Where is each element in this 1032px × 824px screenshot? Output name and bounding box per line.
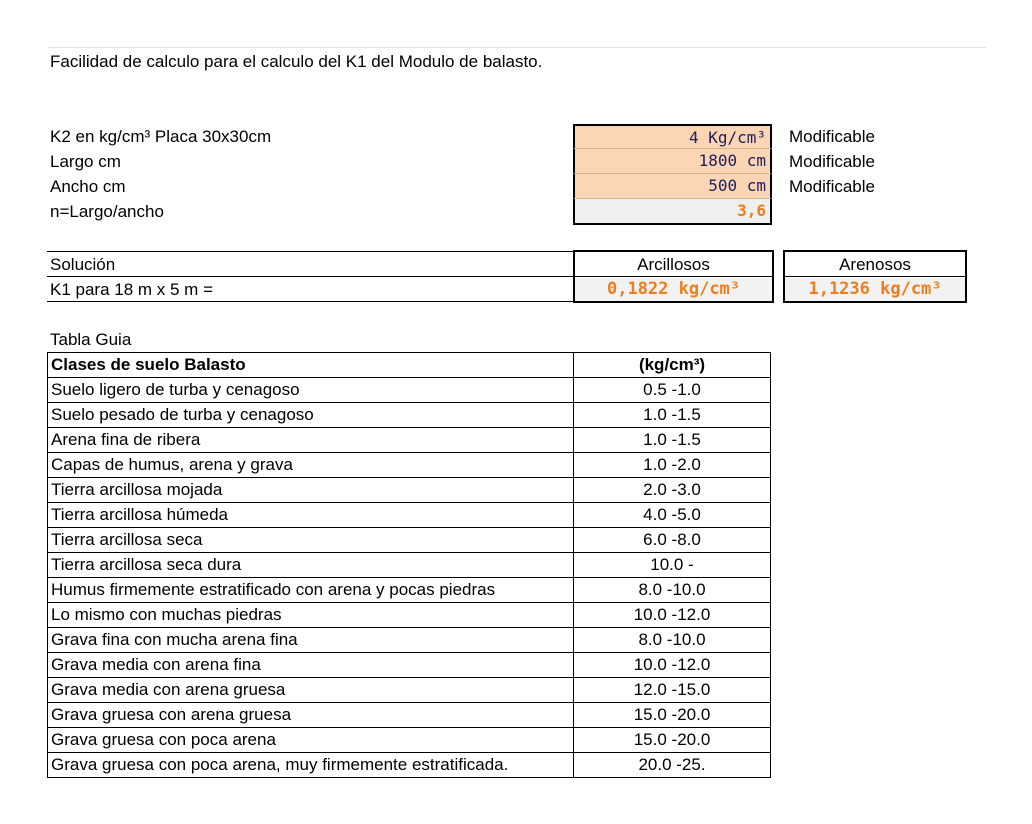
ancho-input-cell[interactable]: 500 cm [573,174,772,199]
param-label-ancho: Ancho cm [50,177,126,196]
arenosos-header: Arenosos [839,255,911,274]
solution-label: Solución [50,255,116,274]
n-result-cell: 3,6 [573,199,772,225]
balasto-range-cell: 1.0 -1.5 [574,403,771,428]
k1-row-label: K1 para 18 m x 5 m = [50,280,213,299]
table-row [48,428,771,453]
balasto-range-cell: 1.0 -1.5 [574,428,771,453]
guide-header-unit: (kg/cm³) [574,353,771,378]
guide-header-soil: Clases de suelo Balasto [48,353,574,378]
balasto-range-cell: 4.0 -5.0 [574,503,771,528]
balasto-range-cell: 8.0 -10.0 [574,628,771,653]
soil-class-cell: Tierra arcillosa seca [48,528,574,553]
balasto-range-cell: 15.0 -20.0 [574,703,771,728]
table-row [48,753,771,778]
table-row [48,453,771,478]
modifiable-note-ancho: Modificable [789,177,875,196]
k2-input-cell[interactable]: 4 Kg/cm³ [573,124,772,149]
largo-input-cell[interactable]: 1800 cm [573,149,772,174]
guide-header-row [48,353,771,378]
table-row [48,503,771,528]
modifiable-note-largo: Modificable [789,152,875,171]
table-row [48,628,771,653]
soil-class-cell: Grava media con arena gruesa [48,678,574,703]
param-label-largo: Largo cm [50,152,121,171]
soil-class-cell: Tierra arcillosa seca dura [48,553,574,578]
guide-table [47,352,771,778]
balasto-range-cell: 0.5 -1.0 [574,378,771,403]
table-row [48,378,771,403]
table-row [48,653,771,678]
soil-class-cell: Capas de humus, arena y grava [48,453,574,478]
balasto-range-cell: 1.0 -2.0 [574,453,771,478]
balasto-range-cell: 10.0 - [574,553,771,578]
soil-class-cell: Arena fina de ribera [48,428,574,453]
arcillosos-header: Arcillosos [637,255,710,274]
soil-class-cell: Tierra arcillosa mojada [48,478,574,503]
balasto-range-cell: 2.0 -3.0 [574,478,771,503]
soil-class-cell: Grava fina con mucha arena fina [48,628,574,653]
balasto-range-cell: 10.0 -12.0 [574,653,771,678]
page-title: Facilidad de calculo para el calculo del K1 del Modulo de balasto. [50,52,543,71]
soil-class-cell: Tierra arcillosa húmeda [48,503,574,528]
param-label-n: n=Largo/ancho [50,202,164,221]
table-row [48,403,771,428]
soil-class-cell: Grava media con arena fina [48,653,574,678]
soil-class-cell: Grava gruesa con poca arena, muy firmemente estratificada. [48,753,574,778]
arenosos-value: 1,1236 kg/cm³ [785,278,965,301]
param-label-k2: K2 en kg/cm³ Placa 30x30cm [50,127,272,146]
balasto-range-cell: 8.0 -10.0 [574,578,771,603]
top-divider [48,47,986,48]
balasto-range-cell: 12.0 -15.0 [574,678,771,703]
table-row [48,703,771,728]
solution-top-line [47,251,574,252]
soil-class-cell: Suelo ligero de turba y cenagoso [48,378,574,403]
table-row [48,553,771,578]
soil-class-cell: Suelo pesado de turba y cenagoso [48,403,574,428]
soil-class-cell: Lo mismo con muchas piedras [48,603,574,628]
table-row [48,578,771,603]
arcillosos-value: 0,1822 kg/cm³ [575,278,772,301]
balasto-range-cell: 10.0 -12.0 [574,603,771,628]
balasto-range-cell: 20.0 -25. [574,753,771,778]
guide-caption: Tabla Guia [50,330,132,349]
table-row [48,478,771,503]
table-row [48,528,771,553]
table-row [48,603,771,628]
table-row [48,678,771,703]
soil-class-cell: Humus firmemente estratificado con arena y pocas piedras [48,578,574,603]
soil-class-cell: Grava gruesa con poca arena [48,728,574,753]
balasto-range-cell: 15.0 -20.0 [574,728,771,753]
soil-class-cell: Grava gruesa con arena gruesa [48,703,574,728]
modifiable-note-k2: Modificable [789,127,875,146]
table-row [48,728,771,753]
balasto-range-cell: 6.0 -8.0 [574,528,771,553]
